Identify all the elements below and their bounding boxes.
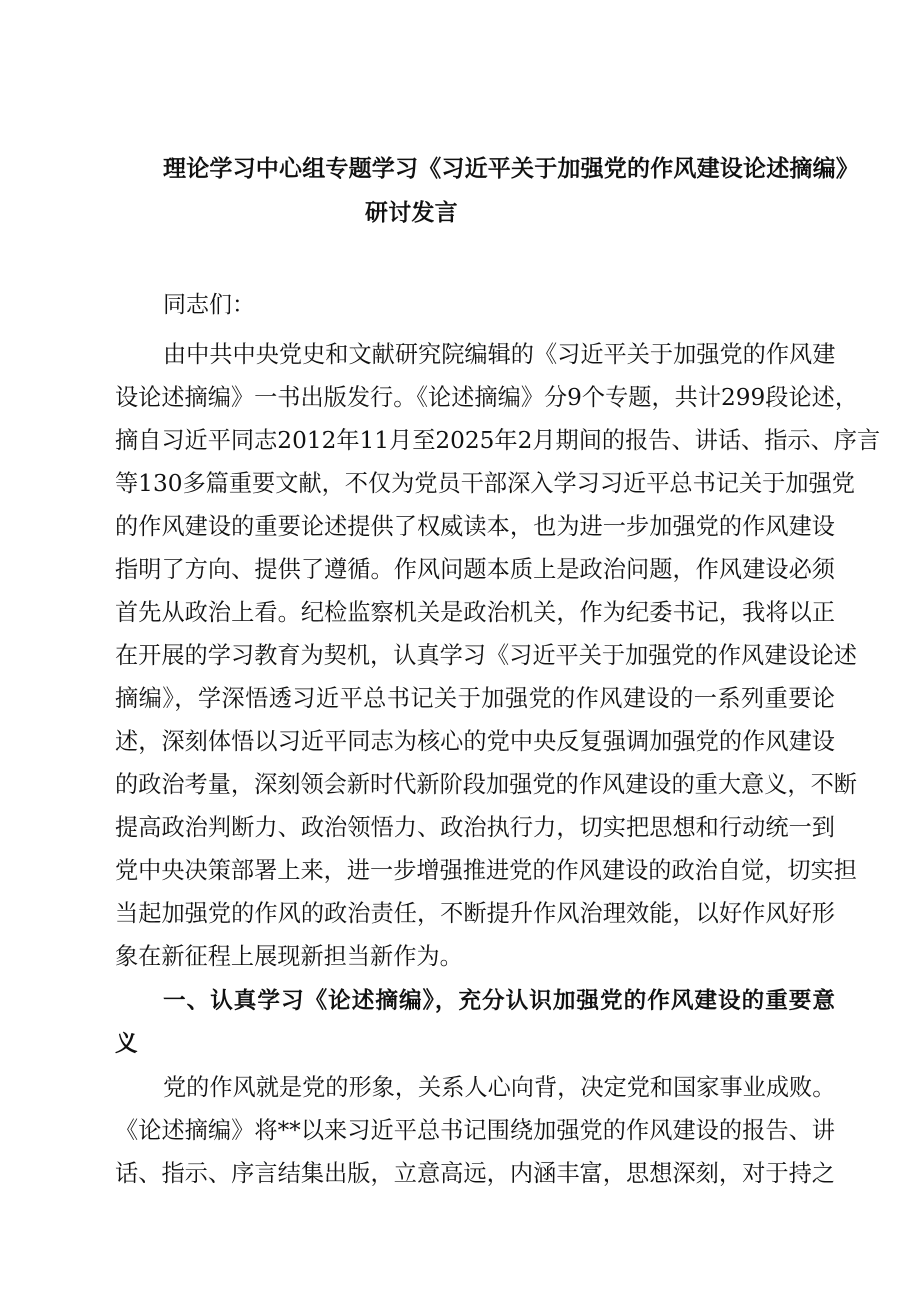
paragraph-line: 述，深刻体悟以习近平同志为核心的党中央反复强调加强党的作风建设	[115, 728, 835, 755]
paragraph-line: 话、指示、序言结集出版，立意高远，内涵丰富，思想深刻，对于持之	[115, 1160, 835, 1187]
paragraph-line: 《论述摘编》将**以来习近平总书记围绕加强党的作风建设的报告、讲	[115, 1117, 835, 1144]
paragraph-line: 党的作风就是党的形象，关系人心向背，决定党和国家事业成败。	[163, 1074, 836, 1101]
paragraph-line: 的政治考量，深刻领会新时代新阶段加强党的作风建设的重大意义，不断	[115, 771, 857, 798]
heading-line: 一、认真学习《论述摘编》，充分认识加强党的作风建设的重要意	[163, 988, 835, 1014]
paragraph-line: 由中共中央党史和文献研究院编辑的《习近平关于加强党的作风建	[163, 341, 836, 368]
heading-line: 义	[115, 1031, 138, 1057]
paragraph-line: 的作风建设的重要论述提供了权威读本，也为进一步加强党的作风建设	[115, 513, 835, 540]
paragraph-line: 摘编》，学深悟透习近平总书记关于加强党的作风建设的一系列重要论	[115, 685, 835, 712]
paragraph-line: 提高政治判断力、政治领悟力、政治执行力，切实把思想和行动统一到	[115, 814, 835, 841]
paragraph-line: 等130多篇重要文献，不仅为党员干部深入学习习近平总书记关于加强党	[115, 470, 855, 497]
paragraph-1	[115, 333, 881, 978]
paragraph-line: 当起加强党的作风的政治责任，不断提升作风治理效能，以好作风好形	[115, 900, 835, 927]
document-title-line-1: 理论学习中心组专题学习《习近平关于加强党的作风建设论述摘编》	[163, 156, 859, 182]
paragraph-line: 指明了方向、提供了遵循。作风问题本质上是政治问题，作风建设必须	[115, 556, 835, 583]
paragraph-line: 在开展的学习教育为契机，认真学习《习近平关于加强党的作风建设论述	[115, 642, 857, 669]
paragraph-line: 设论述摘编》一书出版发行。《论述摘编》分9个专题，共计299段论述，	[115, 384, 859, 411]
paragraph-line: 党中央决策部署上来，进一步增强推进党的作风建设的政治自觉，切实担	[115, 857, 857, 884]
paragraph-line: 摘自习近平同志2012年11月至2025年2月期间的报告、讲话、指示、序言	[115, 427, 881, 454]
section-heading-1	[115, 980, 835, 1066]
paragraph-line: 象在新征程上展现新担当新作为。	[115, 943, 463, 970]
document-title-line-2: 研讨发言	[365, 200, 458, 226]
paragraph-2	[115, 1066, 835, 1195]
paragraph-line: 首先从政治上看。纪检监察机关是政治机关，作为纪委书记，我将以正	[115, 599, 835, 626]
salutation: 同志们：	[163, 292, 255, 318]
